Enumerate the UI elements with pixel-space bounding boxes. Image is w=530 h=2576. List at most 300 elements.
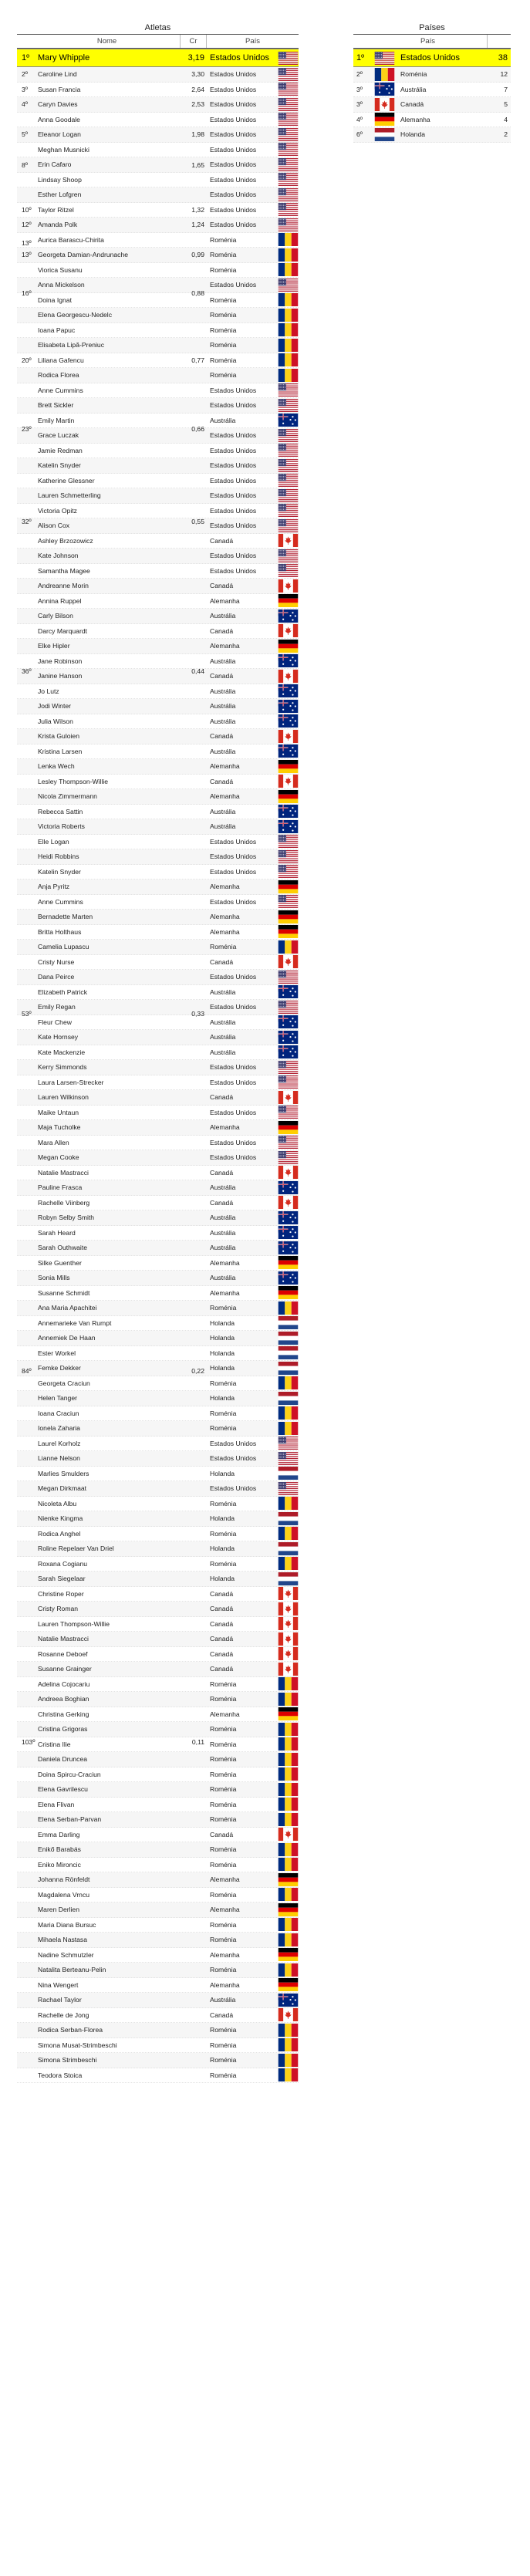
athlete-name: Ana Maria Apachitei: [38, 1304, 97, 1312]
country-wrap: [210, 83, 299, 96]
athlete-row: [17, 865, 299, 880]
romania-flag-icon: [278, 323, 299, 336]
athlete-name: Sarah Outhwaite: [38, 1244, 88, 1252]
group-rank-label: 13º: [22, 239, 32, 248]
australia-flag-icon: [278, 1211, 299, 1224]
country-name: Estados Unidos: [210, 1439, 257, 1447]
athlete-name: Annemiek De Haan: [38, 1334, 96, 1342]
country-cell: [207, 459, 299, 472]
athlete-name: Roxana Cogianu: [38, 1559, 88, 1568]
usa-flag-icon: [278, 549, 299, 562]
country-row: [353, 97, 511, 113]
athlete-row: [17, 1075, 299, 1091]
athlete-row: [17, 1286, 299, 1302]
romania-flag-icon: [278, 1798, 299, 1811]
athlete-row: [17, 744, 299, 760]
country-cell: [207, 1587, 299, 1600]
athlete-row: [17, 1858, 299, 1873]
athlete-row: [17, 1060, 299, 1075]
country-cell: [207, 1181, 299, 1194]
athlete-name: Laura Larsen-Strecker: [38, 1078, 104, 1086]
athlete-name: Anja Pyritz: [38, 883, 70, 891]
country-cell: [207, 233, 299, 246]
country-name: Estados Unidos: [210, 85, 257, 93]
country-name: Holanda: [210, 1545, 235, 1553]
athlete-row: [17, 1166, 299, 1181]
usa-flag-icon: [278, 835, 299, 848]
athlete-name: Rodica Florea: [38, 371, 79, 380]
athlete-name: Janine Hanson: [38, 672, 83, 680]
country-wrap: [210, 865, 299, 878]
country-name: Roménia: [210, 1785, 237, 1794]
romania-flag-icon: [278, 1677, 299, 1690]
romania-flag-icon: [278, 1302, 299, 1315]
country-cell: [207, 1723, 299, 1736]
country-cell: [207, 504, 299, 517]
country-name: Canadá: [210, 1198, 234, 1207]
athlete-row: [17, 2053, 299, 2068]
romania-flag-icon: [278, 1737, 299, 1751]
germany-flag-icon: [278, 594, 299, 607]
country-cell: [207, 1151, 299, 1164]
country-name: Roménia: [210, 1379, 237, 1387]
country-wrap: [210, 1406, 299, 1420]
country-name: Canadá: [210, 777, 234, 785]
country-name: Roménia: [210, 1559, 237, 1568]
country-wrap: [210, 1482, 299, 1495]
athlete-row: [17, 1467, 299, 1482]
country-wrap: [210, 1031, 299, 1044]
australia-flag-icon: [278, 1994, 299, 2007]
country-name: Canadá: [210, 2010, 234, 2019]
country-wrap: [210, 1707, 299, 1720]
country-name: Roménia: [210, 1845, 237, 1854]
athlete-name: Nicola Zimmermann: [38, 792, 97, 801]
athlete-name: Meghan Musnicki: [38, 145, 89, 154]
country-cell: [207, 1226, 299, 1239]
country-cell: [207, 309, 299, 322]
athlete-row: [17, 263, 299, 279]
country-cell: [207, 1647, 299, 1660]
usa-flag-icon: [278, 1482, 299, 1495]
netherlands-flag-icon: [278, 1572, 299, 1585]
group-cr-label: 0,33: [191, 1010, 204, 1018]
romania-flag-icon: [278, 1753, 299, 1766]
country-wrap: [210, 2068, 299, 2081]
rank-cell: 3º: [356, 100, 363, 109]
country-cell: [207, 1903, 299, 1916]
germany-flag-icon: [278, 1903, 299, 1916]
athlete-row: [17, 1902, 299, 1918]
country-cell: [207, 1302, 299, 1315]
country-cell: [207, 173, 299, 186]
athlete-name: Maria Diana Bursuc: [38, 1920, 96, 1929]
country-cell: [207, 775, 299, 788]
athlete-name: Lauren Thompson-Willie: [38, 1619, 110, 1628]
rank-cell: 1º: [22, 53, 30, 62]
country-cell: [207, 1677, 299, 1690]
group-rank-label: 32º: [22, 518, 32, 525]
australia-flag-icon: [278, 1271, 299, 1285]
country-wrap: [210, 700, 299, 713]
germany-flag-icon: [374, 113, 395, 126]
country-name: Canadá: [210, 1665, 234, 1673]
country-cell: [207, 1617, 299, 1630]
country-cell: [207, 113, 299, 126]
group-rank-label: 84º: [22, 1366, 32, 1375]
australia-flag-icon: [278, 1031, 299, 1044]
athlete-row: [17, 173, 299, 188]
country-wrap: [210, 68, 299, 81]
group-cr-label: 0,88: [191, 289, 204, 297]
athlete-name: Christina Gerking: [38, 1710, 89, 1718]
athlete-name: Elena Gavrilescu: [38, 1785, 88, 1794]
country-cell: [207, 2054, 299, 2067]
athlete-row: [17, 428, 299, 444]
athlete-name: Simona Musat-Strimbeschi: [38, 2041, 117, 2049]
athlete-name: Elena Serban-Parvan: [38, 1815, 102, 1824]
athlete-row: [17, 1888, 299, 1903]
athlete-name: Lauren Wilkinson: [38, 1093, 89, 1102]
country-name: Estados Unidos: [210, 401, 257, 410]
country-wrap: [210, 52, 299, 65]
australia-flag-icon: [278, 414, 299, 427]
athlete-row: [17, 293, 299, 309]
country-wrap: [210, 925, 299, 938]
country-cell: [369, 52, 488, 65]
country-cell: [207, 1707, 299, 1720]
athlete-name: Elisabeta Lipă-Preniuc: [38, 341, 104, 349]
country-wrap: [210, 594, 299, 607]
netherlands-flag-icon: [278, 1332, 299, 1345]
country-wrap: [210, 1843, 299, 1856]
country-cell: [207, 1828, 299, 1841]
country-cell: [207, 594, 299, 607]
count-cell: 5: [504, 100, 508, 109]
athlete-row: [17, 1391, 299, 1406]
rank-cell: 2º: [356, 70, 363, 79]
country-cell: [207, 684, 299, 697]
country-name: Estados Unidos: [210, 160, 257, 169]
country-cell: [207, 955, 299, 968]
country-wrap: [210, 519, 299, 532]
country-name: Estados Unidos: [210, 115, 257, 123]
country-wrap: [210, 414, 299, 427]
country-cell: [207, 353, 299, 366]
athlete-row: [17, 1241, 299, 1256]
canada-flag-icon: [278, 624, 299, 637]
country-wrap: [210, 1045, 299, 1058]
athlete-row: [17, 67, 299, 83]
country-wrap: [210, 1256, 299, 1269]
country-name: Roménia: [210, 1755, 237, 1764]
athlete-row: [17, 233, 299, 248]
country-name: Alemanha: [210, 913, 240, 921]
athlete-name: Esther Lofgren: [38, 191, 82, 199]
country-cell: [207, 158, 299, 171]
athlete-name: Elizabeth Patrick: [38, 988, 88, 996]
athlete-row: [17, 414, 299, 429]
athlete-name: Fleur Chew: [38, 1018, 72, 1026]
athlete-row: [17, 1541, 299, 1557]
country-wrap: [210, 955, 299, 968]
athlete-row: [17, 83, 299, 98]
country-header: País: [245, 37, 260, 46]
country-cell: [207, 1045, 299, 1058]
country-wrap: [210, 279, 299, 292]
country-cell: [207, 564, 299, 577]
country-cell: [207, 1798, 299, 1811]
athlete-name: Dana Peirce: [38, 973, 75, 981]
country-wrap: [210, 293, 299, 306]
country-cell: [207, 1888, 299, 1901]
country-wrap: [210, 383, 299, 397]
country-cell: [207, 2038, 299, 2051]
country-cell: [207, 579, 299, 593]
country-name: Roménia: [210, 1920, 237, 1929]
country-wrap: [210, 1572, 299, 1585]
athlete-name: Nienke Kingma: [38, 1514, 83, 1523]
country-name: Estados Unidos: [210, 1454, 257, 1463]
germany-flag-icon: [278, 1286, 299, 1299]
australia-flag-icon: [278, 1226, 299, 1239]
athlete-name: Carly Bilson: [38, 612, 73, 620]
country-cell: [369, 128, 488, 141]
athlete-name: Kate Mackenzie: [38, 1048, 86, 1056]
country-name: Holanda: [210, 1514, 235, 1523]
country-cell: [207, 549, 299, 562]
country-name: Estados Unidos: [210, 1078, 257, 1086]
athlete-name: Laurel Korholz: [38, 1439, 81, 1447]
country-cell: [207, 850, 299, 863]
country-wrap: [210, 1903, 299, 1916]
athlete-row: [17, 1662, 299, 1677]
germany-flag-icon: [278, 790, 299, 803]
country-cell: [207, 1557, 299, 1570]
country-name: Estados Unidos: [210, 867, 257, 876]
country-cell: [207, 744, 299, 758]
country-cell: [207, 1873, 299, 1886]
usa-flag-icon: [278, 173, 299, 186]
country-cell: [207, 339, 299, 352]
country-name: Canadá: [210, 732, 234, 741]
group-cr-label: 0,11: [191, 1737, 204, 1746]
country-wrap: [210, 504, 299, 517]
country-wrap: [210, 1075, 299, 1089]
athlete-name: Lauren Schmetterling: [38, 491, 101, 500]
country-name: Estados Unidos: [210, 145, 257, 154]
count-cell: 4: [504, 115, 508, 123]
athlete-name: Cristina Grigoras: [38, 1725, 88, 1734]
rank-cell: 20º: [22, 356, 32, 364]
country-cell: [207, 263, 299, 276]
country-cell: [207, 1994, 299, 2007]
athlete-name: Cristy Roman: [38, 1605, 79, 1613]
athlete-name: Kate Hornsey: [38, 1033, 79, 1042]
country-cell: [207, 760, 299, 773]
country-wrap: [210, 1693, 299, 1706]
usa-flag-icon: [278, 68, 299, 81]
country-name: Alemanha: [210, 883, 240, 891]
country-cell: [207, 940, 299, 954]
country-cell: [207, 1437, 299, 1450]
athlete-name: Cristy Nurse: [38, 957, 75, 966]
country-wrap: [210, 1001, 299, 1014]
athlete-row: [17, 308, 299, 323]
country-name: Holanda: [400, 130, 426, 139]
country-cell: [207, 1362, 299, 1375]
athlete-row: [17, 1872, 299, 1888]
usa-flag-icon: [278, 83, 299, 96]
athlete-name: Megan Dirkmaat: [38, 1484, 87, 1493]
country-wrap: [210, 369, 299, 382]
athlete-name: Cristina Ilie: [38, 1740, 71, 1748]
athlete-row: [17, 278, 299, 293]
athlete-name: Marlies Smulders: [38, 1469, 89, 1477]
rank-cell: 4º: [356, 115, 363, 123]
athlete-row: [17, 444, 299, 459]
athlete-name: Georgeta Damian-Andrunache: [38, 251, 129, 259]
country-name: Holanda: [210, 1334, 235, 1342]
canada-flag-icon: [278, 1196, 299, 1209]
country-cell: [207, 790, 299, 803]
athlete-row: [17, 775, 299, 790]
country-cell: [207, 1211, 299, 1224]
athlete-row: [17, 1180, 299, 1196]
canada-flag-icon: [278, 579, 299, 593]
country-name: Roménia: [210, 1680, 237, 1688]
athlete-row: [17, 759, 299, 775]
country-name: Austrália: [210, 657, 236, 665]
country-wrap: [210, 1632, 299, 1646]
athlete-name: Nadine Schmutzler: [38, 1950, 94, 1959]
athlete-name: Femke Dekker: [38, 1364, 81, 1372]
country-wrap: [210, 1392, 299, 1405]
country-cell: [207, 880, 299, 893]
country-wrap: [210, 564, 299, 577]
country-wrap: [210, 309, 299, 322]
romania-flag-icon: [278, 309, 299, 322]
country-name: Holanda: [210, 1349, 235, 1357]
athlete-row: [17, 143, 299, 158]
athlete-name: Andreanne Morin: [38, 582, 89, 590]
athlete-name: Simona Strimbeschi: [38, 2056, 97, 2065]
country-cell: [207, 1572, 299, 1585]
country-name: Estados Unidos: [210, 476, 257, 484]
usa-flag-icon: [278, 474, 299, 487]
country-wrap: [210, 2038, 299, 2051]
athlete-row: [17, 518, 299, 534]
athlete-row: [17, 714, 299, 730]
canada-flag-icon: [374, 98, 395, 111]
usa-flag-icon: [278, 98, 299, 111]
canada-flag-icon: [278, 1632, 299, 1646]
athlete-name: Taylor Ritzel: [38, 205, 74, 214]
country-wrap: [210, 1677, 299, 1690]
country-wrap: [210, 399, 299, 412]
country-wrap: [210, 1166, 299, 1179]
country-name: Roménia: [210, 1740, 237, 1748]
country-wrap: [210, 684, 299, 697]
usa-flag-icon: [278, 1075, 299, 1089]
country-wrap: [210, 1647, 299, 1660]
country-wrap: [210, 971, 299, 984]
country-wrap: [210, 640, 299, 653]
romania-flag-icon: [278, 1693, 299, 1706]
athlete-name: Mara Allen: [38, 1138, 69, 1146]
athlete-name: Magdalena Vrncu: [38, 1890, 90, 1899]
australia-flag-icon: [278, 700, 299, 713]
athlete-row: [17, 1376, 299, 1392]
country-wrap: [210, 1542, 299, 1555]
country-name: Estados Unidos: [210, 175, 257, 184]
country-wrap: [210, 323, 299, 336]
country-cell: [207, 429, 299, 442]
country-wrap: [210, 263, 299, 276]
netherlands-flag-icon: [374, 128, 395, 141]
athlete-name: Susanne Grainger: [38, 1665, 92, 1673]
country-cell: [207, 1467, 299, 1480]
athlete-name: Roline Repelaer Van Driel: [38, 1545, 114, 1553]
athlete-name: Anna Goodale: [38, 115, 80, 123]
country-wrap: [210, 444, 299, 457]
country-row: [353, 127, 511, 143]
count-header: [488, 35, 511, 48]
country-wrap: [210, 1015, 299, 1028]
athlete-name: Mihaela Nastasa: [38, 1936, 88, 1944]
athlete-row: [17, 1933, 299, 1948]
athlete-row: [17, 1617, 299, 1632]
germany-flag-icon: [278, 1873, 299, 1886]
country-wrap: [210, 1211, 299, 1224]
country-name: Alemanha: [210, 762, 240, 771]
athlete-name: Sonia Mills: [38, 1274, 70, 1282]
athlete-name: Aurica Barascu-Chirita: [38, 235, 104, 244]
athlete-name: Rachael Taylor: [38, 1996, 82, 2004]
country-name: Roménia: [210, 1725, 237, 1734]
country-name: Canadá: [210, 1168, 234, 1177]
country-name: Holanda: [210, 1469, 235, 1477]
cr-cell: 2,53: [191, 100, 204, 109]
country-cell: [207, 820, 299, 833]
country-cell: [207, 1527, 299, 1540]
athlete-row: [17, 157, 299, 173]
country-wrap: [210, 820, 299, 833]
country-name: Roménia: [210, 311, 237, 319]
germany-flag-icon: [278, 1707, 299, 1720]
athlete-row: [17, 1301, 299, 1316]
country-wrap: [210, 790, 299, 803]
country-name: Austrália: [210, 747, 236, 755]
countries-title: Países: [419, 23, 445, 32]
usa-flag-icon: [278, 1001, 299, 1014]
athlete-name: Nina Wengert: [38, 1980, 79, 1989]
country-cell: [207, 52, 299, 65]
country-cell: [207, 730, 299, 743]
country-name: Roménia: [210, 371, 237, 380]
athlete-name: Anne Cummins: [38, 386, 83, 394]
athlete-name: Liliana Gafencu: [38, 356, 84, 364]
country-wrap: [210, 1978, 299, 1991]
rank-header: [17, 35, 34, 48]
country-name: Canadá: [210, 626, 234, 635]
athlete-name: Maren Derlien: [38, 1906, 79, 1914]
usa-flag-icon: [278, 1452, 299, 1465]
country-cell: [207, 654, 299, 667]
country-name: Estados Unidos: [210, 973, 257, 981]
canada-flag-icon: [278, 1602, 299, 1615]
country-name: Estados Unidos: [210, 1063, 257, 1072]
